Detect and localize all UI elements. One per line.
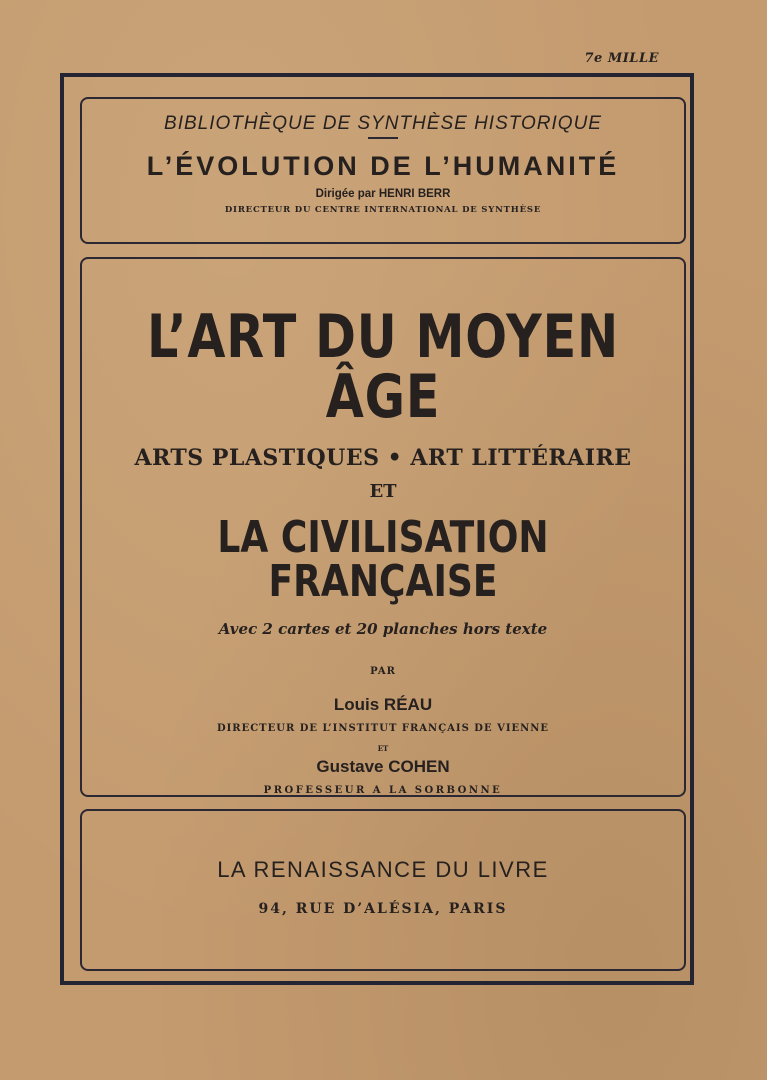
author-name: Gustave COHEN — [316, 757, 450, 776]
book-subtitle: ARTS PLASTIQUES • ART LITTÉRAIRE — [134, 445, 632, 471]
publisher-box — [80, 809, 686, 971]
author-role: PROFESSEUR A LA SORBONNE — [263, 785, 503, 796]
series-director: Dirigée par HENRI BERR — [315, 188, 451, 200]
series-director-role: DIRECTEUR DU CENTRE INTERNATIONAL DE SYNTHÈSE — [224, 205, 542, 215]
outer-frame — [60, 73, 694, 985]
series-divider — [368, 137, 398, 139]
publisher-name: LA RENAISSANCE DU LIVRE — [217, 857, 549, 882]
collection-title: L’ÉVOLUTION DE L’HUMANITÉ — [146, 151, 620, 181]
author-name: Louis RÉAU — [333, 695, 433, 714]
series-name: BIBLIOTHÈQUE DE SYNTHÈSE HISTORIQUE — [164, 113, 602, 134]
author-joiner: ET — [377, 744, 389, 753]
publisher-address: 94, RUE D’ALÉSIA, PARIS — [258, 901, 508, 917]
by-label: PAR — [370, 666, 396, 677]
book-title: L’ART DU MOYEN ÂGE — [146, 302, 620, 432]
book-second-title: LA CIVILISATION FRANÇAISE — [217, 512, 549, 607]
series-box — [80, 97, 686, 244]
illustrations-note: Avec 2 cartes et 20 planches hors texte — [218, 620, 548, 638]
title-box — [80, 257, 686, 797]
edition-label: 7e MILLE — [584, 51, 659, 66]
title-conjunction: ET — [369, 481, 397, 502]
author-role: DIRECTEUR DE L’INSTITUT FRANÇAIS DE VIENNE — [216, 723, 550, 734]
